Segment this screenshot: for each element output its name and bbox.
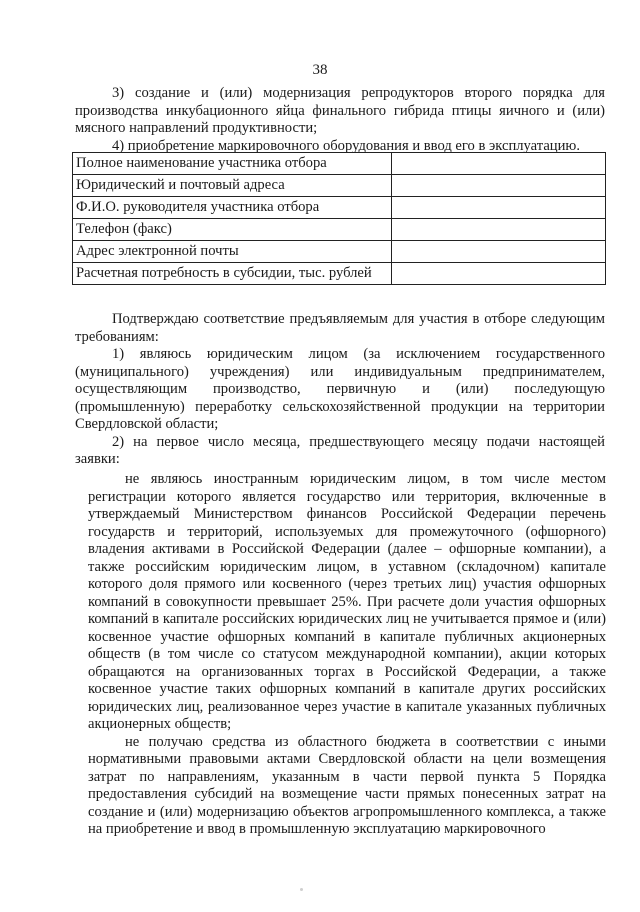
intro-list <box>75 85 605 155</box>
requirement-item-2: 2) на первое число месяца, предшествующего месяцу подачи настоящей заявки: <box>75 433 605 467</box>
condition-no-funds: не получаю средства из областного бюджета в соответствии с иными нормативными правовыми актами Свердловской области на цели возмещения затрат по направлениям, указанным в части первой пункта 5 Порядка предоставления субсидий на возмещение части прямых понесенных затрат на создание и (или) модернизацию объектов агропромышленного комплекса, а также на приобретение и ввод в промышленную эксплуатацию маркировочного <box>88 733 606 837</box>
table-row <box>73 241 606 263</box>
table-row <box>73 219 606 241</box>
form-label-full-name: Полное наименование участника отбора <box>73 153 392 175</box>
requirement-item-1: 1) являюсь юридическим лицом (за исключением государственного (муниципального) учреждения) или индивидуальным предпринимателем, осуществляющим производство, первичную и (или) последующую (промышленную) переработку сельскохозяйственной продукции на территории Свердловской области; <box>75 346 605 432</box>
conditions-section <box>88 471 606 839</box>
table-row <box>73 197 606 219</box>
intro-item-4: 4) приобретение маркировочного оборудования и ввод его в эксплуатацию. <box>112 137 580 154</box>
scan-speck <box>300 888 303 891</box>
form-label-email: Адрес электронной почты <box>73 241 392 263</box>
form-label-phone: Телефон (факс) <box>73 219 392 241</box>
form-value-addresses[interactable] <box>392 175 606 197</box>
condition-offshore: не являюсь иностранным юридическим лицом, в том числе местом регистрации которого является государство или территория, включенные в утверждаемый Министерством финансов Российской Федерации перечень государств и территорий, используемых для промежуточного (офшорного) владения активами в Российской Федерации (далее – офшорные компании), а также российским юридическим лицом, в уставном (складочном) капитале которого доля прямого или косвенного (через третьих лиц) участия офшорных компаний в совокупности превышает 25%. При расчете доли участия офшорных компаний в капитале российских юридических лиц не учитывается прямое и (или) косвенное участие офшорных компаний в капитале публичных акционерных обществ (в том числе со статусом международной компании), акции которых обращаются на организованных торгах в Российской Федерации, а также косвенное участие таких офшорных компаний в капитале других российских юридических лиц, реализованное через участие в капитале указанных публичных акционерных обществ; <box>88 471 606 732</box>
table-row <box>73 153 606 175</box>
requirements-section <box>75 311 605 469</box>
form-label-subsidy: Расчетная потребность в субсидии, тыс. рублей <box>73 263 392 285</box>
requirements-lead: Подтверждаю соответствие предъявляемым для участия в отборе следующим требованиям: <box>75 311 605 345</box>
table-row <box>73 263 606 285</box>
table-row <box>73 175 606 197</box>
form-value-director[interactable] <box>392 197 606 219</box>
form-label-addresses: Юридический и почтовый адреса <box>73 175 392 197</box>
form-value-phone[interactable] <box>392 219 606 241</box>
participant-form-table <box>72 152 606 285</box>
form-label-director: Ф.И.О. руководителя участника отбора <box>73 197 392 219</box>
page-number: 38 <box>312 62 328 78</box>
form-value-subsidy[interactable] <box>392 263 606 285</box>
form-value-email[interactable] <box>392 241 606 263</box>
intro-item-3: 3) создание и (или) модернизация репродукторов второго порядка для производства инкубационного яйца финального гибрида птицы яичного и (или) мясного направлений продуктивности; <box>75 85 605 136</box>
form-value-full-name[interactable] <box>392 153 606 175</box>
